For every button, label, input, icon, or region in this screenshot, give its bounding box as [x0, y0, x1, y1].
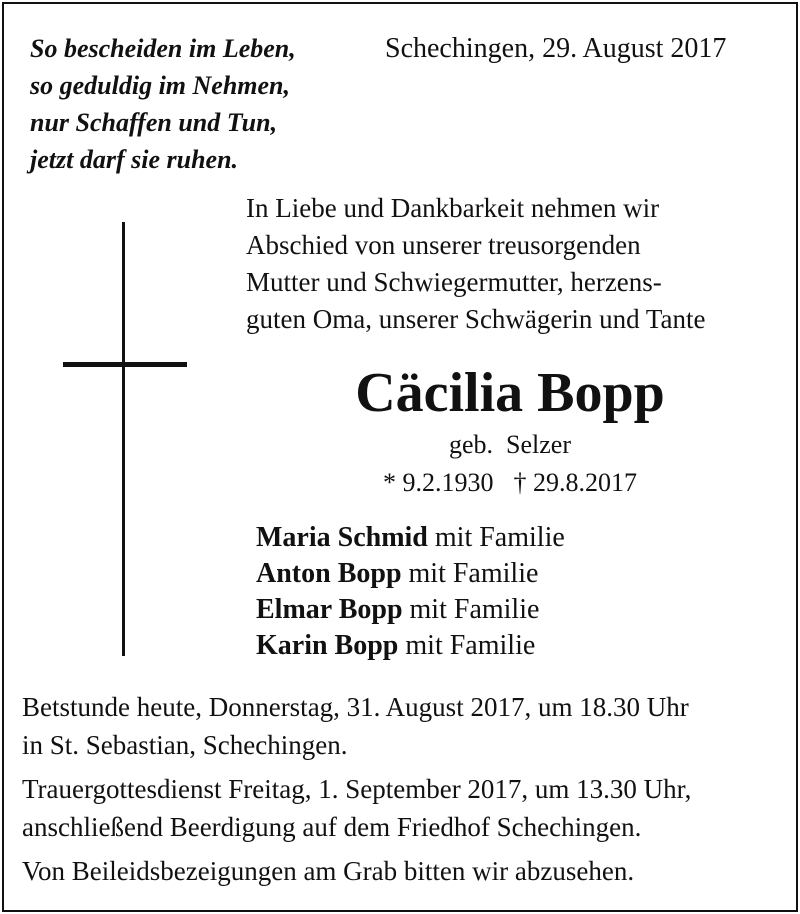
- mourner-suffix: mit Familie: [402, 594, 540, 625]
- notice-line: in St. Sebastian, Schechingen.: [22, 730, 348, 760]
- notice-line: Trauergottesdienst Freitag, 1. September 2017, um 13.30 Uhr,: [22, 774, 692, 804]
- mourner-suffix: mit Familie: [427, 522, 565, 553]
- mourner-row: [256, 628, 565, 664]
- birth-name: geb. Selzer: [448, 430, 571, 459]
- life-dates: [345, 466, 675, 500]
- poem-line: so geduldig im Nehmen,: [30, 71, 291, 100]
- birth-date: * 9.2.1930: [383, 468, 494, 497]
- condolences-notice: [22, 852, 792, 890]
- poem-line: So bescheiden im Leben,: [30, 34, 296, 63]
- poem-line: jetzt darf sie ruhen.: [30, 145, 239, 174]
- intro-line: Mutter und Schwiegermutter, herzens-: [246, 267, 662, 297]
- mourners-list: [256, 520, 565, 664]
- notice-line: Betstunde heute, Donnerstag, 31. August 2017, um 18.30 Uhr: [22, 692, 689, 722]
- notice-line: anschließend Beerdigung auf dem Friedhof Schechingen.: [22, 812, 642, 842]
- notice-line: Von Beileidsbezeigungen am Grab bitten wir abzusehen.: [22, 856, 635, 886]
- notices: [22, 688, 792, 896]
- death-date: † 29.8.2017: [513, 468, 637, 497]
- mourner-row: [256, 520, 565, 556]
- intro-line: Abschied von unserer treusorgenden: [246, 230, 641, 260]
- poem-line: nur Schaffen und Tun,: [30, 108, 278, 137]
- intro-line: guten Oma, unserer Schwägerin und Tante: [246, 304, 706, 334]
- place-and-date: Schechingen, 29. August 2017: [385, 33, 727, 64]
- mourner-name: Elmar Bopp: [256, 594, 403, 625]
- memorial-poem: [30, 30, 360, 178]
- prayer-notice: [22, 688, 792, 764]
- intro-line: In Liebe und Dankbarkeit nehmen wir: [246, 193, 660, 223]
- mourner-row: [256, 556, 565, 592]
- service-notice: [22, 770, 792, 846]
- mourner-suffix: mit Familie: [401, 558, 539, 589]
- mourner-name: Maria Schmid: [256, 522, 428, 553]
- deceased-name: Cäcilia Bopp: [355, 362, 665, 424]
- cross-icon-beam: [63, 362, 187, 367]
- cross-icon: [122, 222, 125, 656]
- mourner-name: Karin Bopp: [256, 630, 399, 661]
- intro-text: [246, 190, 791, 338]
- mourner-suffix: mit Familie: [398, 630, 536, 661]
- mourner-name: Anton Bopp: [256, 558, 402, 589]
- mourner-row: [256, 592, 565, 628]
